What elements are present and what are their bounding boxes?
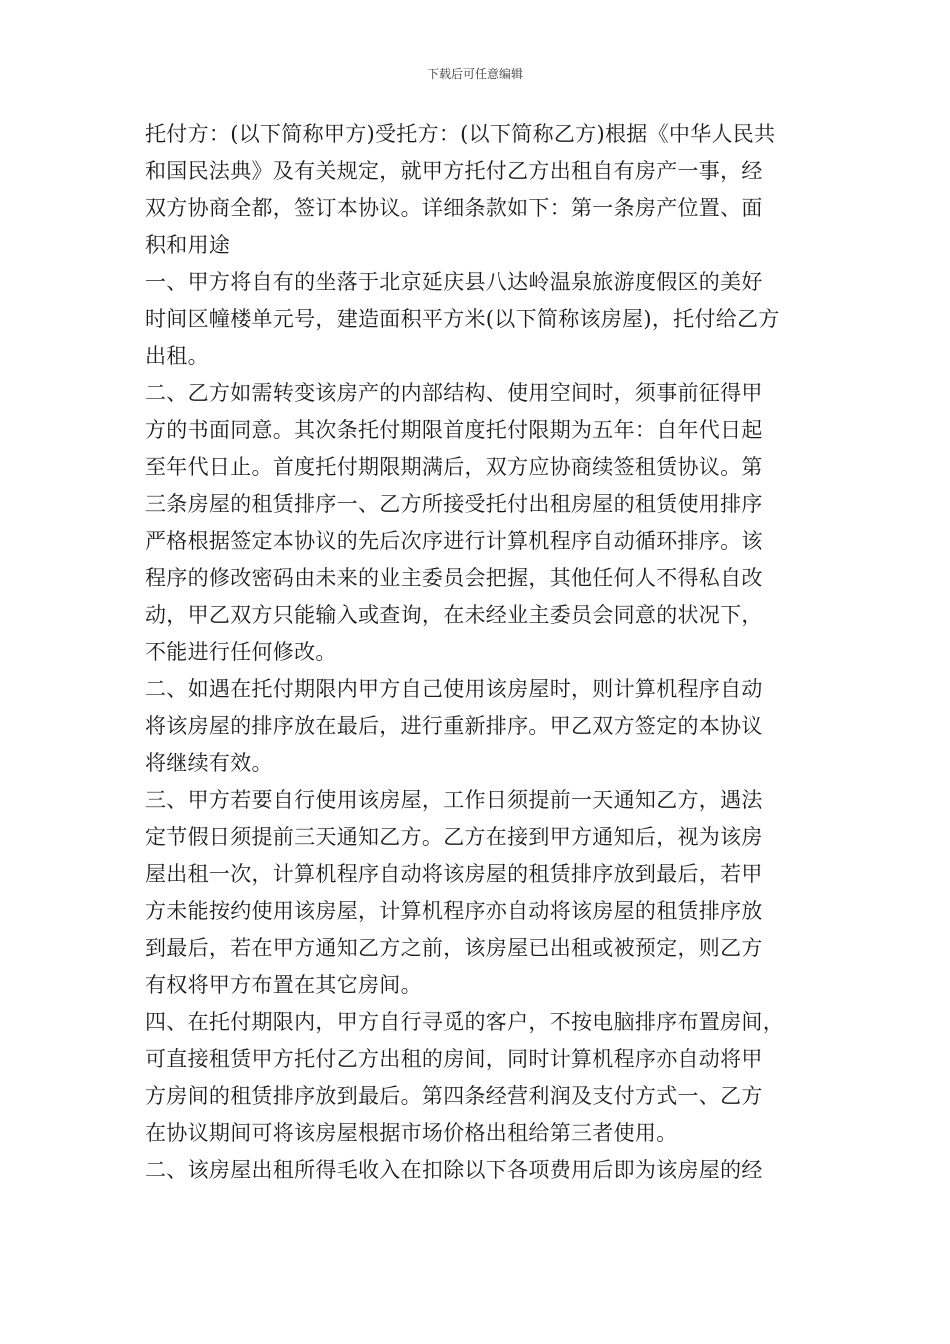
text-line: 屋出租一次，计算机程序自动将该房屋的租赁排序放到最后，若甲 xyxy=(145,862,763,886)
text-line: 在协议期间可将该房屋根据市场价格出租给第三者使用。 xyxy=(145,1121,678,1145)
text-line: 有权将甲方布置在其它房间。 xyxy=(145,973,422,997)
text-line: 程序的修改密码由未来的业主委员会把握，其他任何人不得私自改 xyxy=(145,566,763,590)
text-line: 将继续有效。 xyxy=(145,751,273,775)
text-line: 不能进行任何修改。 xyxy=(145,640,337,664)
text-line: 将该房屋的排序放在最后，进行重新排序。甲乙双方签定的本协议 xyxy=(145,714,763,738)
text-line: 到最后，若在甲方通知乙方之前，该房屋已出租或被预定，则乙方 xyxy=(145,936,763,960)
text-line: 方房间的租赁排序放到最后。第四条经营利润及支付方式一、乙方 xyxy=(145,1084,763,1108)
text-line: 方未能按约使用该房屋，计算机程序亦自动将该房屋的租赁排序放 xyxy=(145,899,763,923)
text-line: 三条房屋的租赁排序一、乙方所接受托付出租房屋的租赁使用排序 xyxy=(145,492,763,516)
text-line: 四、在托付期限内，甲方自行寻觅的客户，不按电脑排序布置房间， xyxy=(145,1010,784,1034)
document-body xyxy=(145,116,835,1189)
header-note: 下载后可任意编辑 xyxy=(426,67,523,81)
text-line: 积和用途 xyxy=(145,233,231,257)
text-line: 托付方：(以下简称甲方)受托方：(以下简称乙方)根据《中华人民共 xyxy=(145,122,776,146)
text-line: 二、乙方如需转变该房产的内部结构、使用空间时，须事前征得甲 xyxy=(145,381,763,405)
text-line: 二、该房屋出租所得毛收入在扣除以下各项费用后即为该房屋的经 xyxy=(145,1158,763,1182)
text-line: 出租。 xyxy=(145,344,209,368)
text-line: 时间区幢楼单元号，建造面积平方米(以下简称该房屋)，托付给乙方 xyxy=(145,307,780,331)
text-line: 双方协商全都，签订本协议。详细条款如下：第一条房产位置、面 xyxy=(145,196,763,220)
text-line: 和国民法典》及有关规定，就甲方托付乙方出租自有房产一事，经 xyxy=(145,159,763,183)
text-line: 动，甲乙双方只能输入或查询，在未经业主委员会同意的状况下， xyxy=(145,603,763,627)
text-line: 定节假日须提前三天通知乙方。乙方在接到甲方通知后，视为该房 xyxy=(145,825,763,849)
text-line: 方的书面同意。其次条托付期限首度托付限期为五年：自年代日起 xyxy=(145,418,763,442)
text-line: 可直接租赁甲方托付乙方出租的房间，同时计算机程序亦自动将甲 xyxy=(145,1047,763,1071)
text-line: 至年代日止。首度托付期限期满后，双方应协商续签租赁协议。第 xyxy=(145,455,763,479)
text-line: 一、甲方将自有的坐落于北京延庆县八达岭温泉旅游度假区的美好 xyxy=(145,270,763,294)
text-line: 严格根据签定本协议的先后次序进行计算机程序自动循环排序。该 xyxy=(145,529,763,553)
text-line: 三、甲方若要自行使用该房屋，工作日须提前一天通知乙方，遇法 xyxy=(145,788,763,812)
text-line: 二、如遇在托付期限内甲方自己使用该房屋时，则计算机程序自动 xyxy=(145,677,763,701)
